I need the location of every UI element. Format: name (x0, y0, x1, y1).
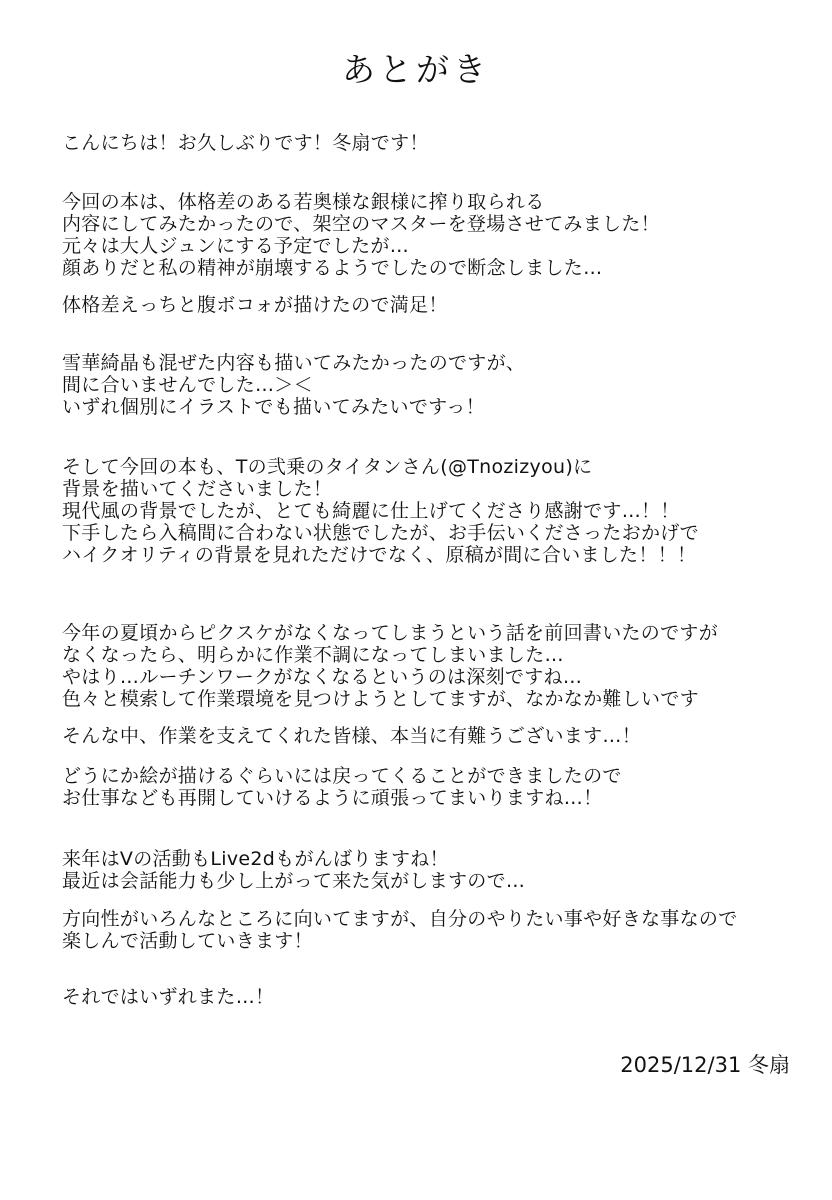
greeting-line: こんにちは！お久しぶりです！冬扇です！ (62, 132, 429, 154)
date-signature: 2025/12/31 冬扇 (620, 1053, 790, 1077)
text-line: 方向性がいろんなところに向いてますが、自分のやりたい事や好きな事なので (62, 908, 738, 930)
text-line: 下手したら入稿間に合わない状態でしたが、お手伝いくださったおかげで (62, 522, 699, 544)
text-line: やはり…ルーチンワークがなくなるというのは深刻ですね… (62, 666, 583, 688)
text-line: 背景を描いてくださいました！ (62, 478, 333, 500)
text-line: 色々と模索して作業環境を見つけようとしてますが、なかなか難しいです (62, 688, 699, 710)
text-line: 今回の本は、体格差のある若奥様な銀様に搾り取られる (62, 191, 545, 213)
text-line: 元々は大人ジュンにする予定でしたが… (62, 235, 410, 257)
text-line: 顔ありだと私の精神が崩壊するようでしたので断念しました… (62, 257, 603, 279)
text-line: 楽しんで活動していきます！ (62, 930, 313, 952)
text-line: そんな中、作業を支えてくれた皆様、本当に有難うございます…！ (62, 725, 642, 747)
text-line: 雪華綺晶も混ぜた内容も描いてみたかったのですが、 (62, 352, 526, 374)
text-line: どうにか絵が描けるぐらいには戻ってくることができましたので (62, 765, 622, 787)
text-line: お仕事なども再開していけるように頑張ってまいりますね…！ (62, 787, 603, 809)
text-line: 体格差えっちと腹ボコォが描けたので満足！ (62, 294, 448, 316)
text-line: 最近は会話能力も少し上がって来た気がしますので… (62, 870, 526, 892)
text-line: そして今回の本も、Tの弐乗のタイタンさん(@Tnozizyou)に (62, 456, 593, 478)
text-line: ハイクオリティの背景を見れただけでなく、原稿が間に合いました！！！ (62, 544, 697, 566)
text-line: 今年の夏頃からピクスケがなくなってしまうという話を前回書いたのですが (62, 622, 719, 644)
text-line: 来年はVの活動もLive2dもがんばりますね！ (62, 848, 449, 870)
text-line: 内容にしてみたかったので、架空のマスターを登場させてみました！ (62, 213, 660, 235)
page-title: あとがき (342, 50, 490, 89)
text-line: なくなったら、明らかに作業不調になってしまいました… (62, 644, 564, 666)
text-line: いずれ個別にイラストでも描いてみたいですっ！ (62, 396, 485, 418)
text-line: 間に合いませんでした…＞＜ (62, 374, 313, 396)
closing-line: それではいずれまた…！ (62, 986, 275, 1008)
text-line: 現代風の背景でしたが、とても綺麗に仕上げてくださり感謝です…！！ (62, 500, 680, 522)
